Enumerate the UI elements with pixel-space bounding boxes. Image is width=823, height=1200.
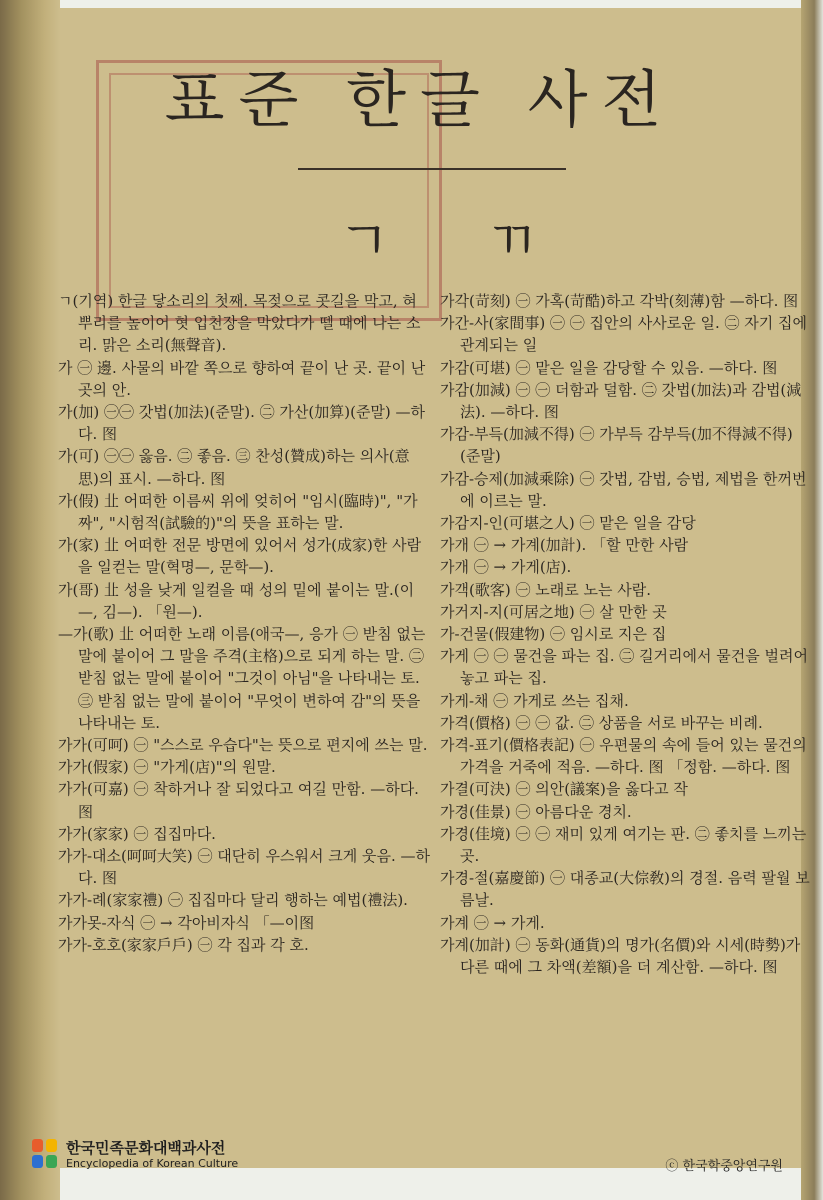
dictionary-entry: 가감(可堪) ㊀ 맡은 일을 감당할 수 있음. —하다. 图 [440, 358, 778, 377]
dictionary-entry: 가가(家家) ㊀ 집집마다. [58, 824, 216, 843]
dictionary-entry: 가가못-자식 ㊀ → 각아비자식 「—이图 [58, 913, 315, 932]
dictionary-entry: 가가(可嘉) ㊀ 착하거나 잘 되었다고 여길 만함. —하다. 图 [58, 780, 419, 821]
dictionary-entry: 가개 ㊀ → 가게(店). [440, 558, 572, 577]
dictionary-entry: —가(歌) 㐀 어떠한 노래 이름(애국—, 응가 ㊀ 받침 없는 말에 붙이어 그 말을 주격(主格)으로 되게 하는 말. ㊁ 받침 없는 말에 붙이어 "그것이 아님"을 나타내는 토. ㊂ 받침 없는 말에 붙이어 "무엇이 변하여 감"의 뜻을 나타내는 토. [58, 625, 426, 732]
dictionary-entry: ㄱ(기역) 한글 닿소리의 첫째. 목젖으로 콧길을 막고, 혀뿌리를 높이어 혓 입천장을 막았다가 뗄 때에 나는 소리. 맑은 소리(無聲音). [58, 292, 421, 355]
copyright-notice: ⓒ 한국학중앙연구원 [665, 1159, 783, 1174]
dictionary-entry: 가격-표기(價格表記) ㊀ 우편물의 속에 들어 있는 물건의 가격을 거죽에 적음. —하다. 图 「정함. —하다. 图 [440, 736, 807, 777]
dictionary-entry: 가경-절(嘉慶節) ㊀ 대종교(大倧敎)의 경절. 음력 팔월 보름날. [440, 869, 810, 910]
encyclopedia-logo-icon [32, 1139, 60, 1169]
dictionary-entry: 가계 ㊀ → 가게. [440, 913, 545, 932]
dictionary-entry: 가게 ㊀ ㊀ 물건을 파는 집. ㊁ 길거리에서 물건을 벌려어 놓고 파는 집. [440, 647, 808, 688]
dictionary-entry: 가각(苛刻) ㊀ 가혹(苛酷)하고 각박(刻薄)함 —하다. 图 [440, 292, 799, 310]
dictionary-entry: 가가(假家) ㊀ "가게(店)"의 원말. [58, 758, 276, 777]
left-column [58, 290, 430, 956]
dictionary-entry: 가(假) 㐀 어떠한 이름씨 위에 엊히어 "임시(臨時)", "가짜", "시험적(試驗的)"의 뜻을 표하는 말. [58, 491, 418, 533]
dictionary-entry: 가객(歌客) ㊀ 노래로 노는 사람. [440, 580, 651, 599]
dictionary-entry: 가감-승제(加減乘除) ㊀ 갓법, 감법, 승법, 제법을 한꺼번에 이르는 말. [440, 469, 807, 510]
dictionary-entry: 가(加) ㊀㊀ 갓법(加法)(준말). ㊁ 가산(加算)(준말) —하다. 图 [58, 403, 426, 444]
dictionary-entry: 가가-호호(家家戶戶) ㊀ 각 집과 각 호. [58, 935, 309, 954]
dictionary-entry: 가가-대소(呵呵大笑) ㊀ 대단히 우스워서 크게 웃음. —하다. 图 [58, 847, 430, 888]
title-rule [298, 168, 566, 170]
dictionary-entry: 가경(佳境) ㊀ ㊀ 재미 있게 여기는 판. ㊁ 좋치를 느끼는 곳. [440, 824, 807, 866]
dictionary-entry: 가가-례(家家禮) ㊀ 집집마다 달리 행하는 예법(禮法). [58, 891, 408, 910]
section-consonant-gg: ㄲ [486, 209, 539, 272]
dictionary-entry: 가가(可呵) ㊀ "스스로 우습다"는 뜻으로 편지에 쓰는 말. [58, 736, 428, 755]
dictionary-entry: 가개 ㊀ → 가계(加計). 「할 만한 사람 [440, 536, 689, 555]
dictionary-entry: 가간-사(家間事) ㊀ ㊀ 집안의 사사로운 일. ㊁ 자기 집에 관계되는 일 [440, 314, 808, 355]
dictionary-entry: 가(哥) 㐀 성을 낮게 일컬을 때 성의 밑에 붙이는 말.(이—, 김—). 「원—). [58, 580, 415, 621]
dictionary-entry: 가경(佳景) ㊀ 아름다운 경치. [440, 802, 632, 821]
logo-korean-text: 한국민족문화대백과사전 [66, 1139, 226, 1157]
dictionary-entry: 가격(價格) ㊀ ㊀ 값. ㊁ 상품을 서로 바꾸는 비례. [440, 713, 763, 732]
dictionary-entry: 가결(可決) ㊀ 의안(議案)을 옳다고 작 [440, 780, 688, 799]
dictionary-title: 표준 한글 사전 [164, 63, 676, 136]
logo-english-text: Encyclopedia of Korean Culture [66, 1157, 239, 1170]
dictionary-entry: 가(可) ㊀㊀ 옳음. ㊁ 좋음. ㊂ 찬성(贊成)하는 의사(意思)의 표시. —하다. 图 [58, 447, 410, 488]
dictionary-entry: 가감-부득(加減不得) ㊀ 가부득 감부득(加不得減不得)(준말) [440, 425, 793, 466]
dictionary-entry: 가게-채 ㊀ 가게로 쓰는 집채. [440, 691, 629, 710]
dictionary-entry: 가감(加減) ㊀ ㊀ 더함과 덜함. ㊁ 갓법(加法)과 감법(減法). —하다. 图 [440, 380, 802, 422]
dictionary-entry: 가 ㊀ 邊. 사물의 바깥 쪽으로 향하여 끝이 난 곳. 끝이 난 곳의 안. [58, 358, 426, 399]
dictionary-entry: 가감지-인(可堪之人) ㊀ 맡은 일을 감당 [440, 514, 696, 533]
dictionary-entry: 가거지-지(可居之地) ㊀ 살 만한 곳 [440, 602, 667, 621]
encyclopedia-logo[interactable] [32, 1137, 242, 1177]
book-spine [0, 0, 60, 1200]
dictionary-entry: 가(家) 㐀 어떠한 전문 방면에 있어서 성가(成家)한 사람을 일컫는 말(혁명—, 문학—). [58, 536, 422, 577]
section-consonant-g: ㄱ [338, 209, 391, 272]
right-column [440, 290, 810, 978]
dictionary-entry: 가계(加計) ㊀ 동화(通貨)의 명가(名價)와 시세(時勢)가 다른 때에 그 차액(差額)을 더 계산함. —하다. 图 [440, 935, 801, 977]
dictionary-entry: 가-건물(假建物) ㊀ 임시로 지은 집 [440, 625, 667, 644]
